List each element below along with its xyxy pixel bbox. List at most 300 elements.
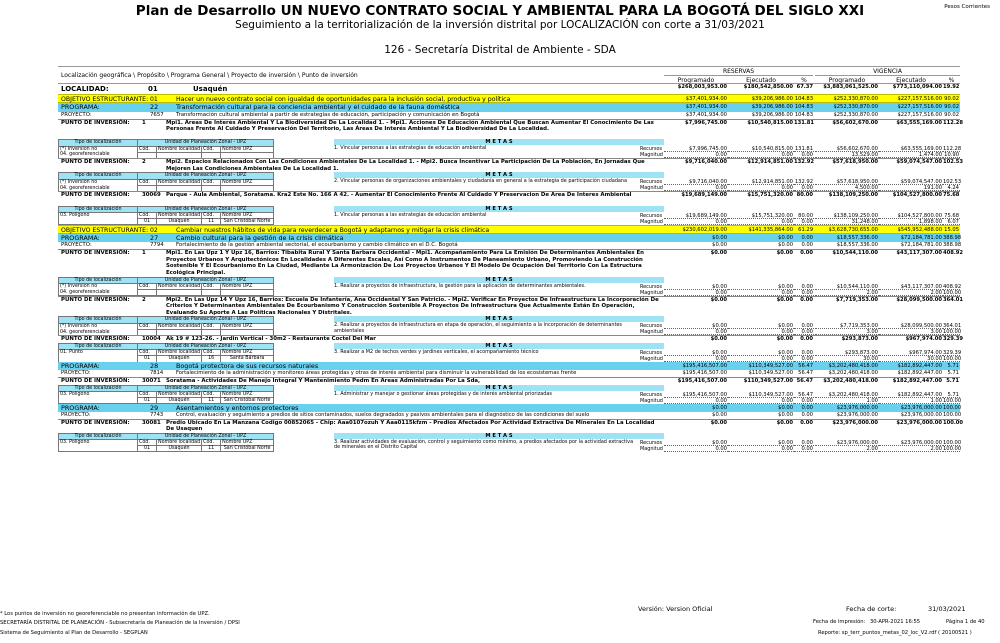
value-cell: 0.00 xyxy=(728,152,794,158)
row-label: PUNTO DE INVERSIÓN: xyxy=(61,377,130,384)
value-cell: $3,202,480,418.00 xyxy=(823,377,878,384)
value-cell: $182,892,447.00 xyxy=(892,377,942,384)
cod-header: Cód. xyxy=(138,179,157,185)
value-cell: 0.00 xyxy=(794,219,814,225)
value-cell: 5.71 xyxy=(943,392,960,398)
footer-corte: 31/03/2021 xyxy=(928,605,966,613)
value-cell: $110,349,527.00 xyxy=(728,392,794,398)
value-cell: $138,109,250.00 xyxy=(815,213,879,219)
value-cell: $59,074,547.00 xyxy=(896,159,942,166)
column-header xyxy=(58,66,960,84)
tipo-header: Tipo de localización xyxy=(59,433,138,439)
row-text: Ak 19 # 123-26. - Jardin Vertical - 30m2 - Restaurante Coctel Del Mar xyxy=(166,336,376,343)
value-cell: $227,157,516.00 xyxy=(897,111,942,118)
value-cell: $63,555,169.00 xyxy=(879,146,943,152)
row-pi30069 xyxy=(58,191,960,205)
nom-upz-header: Nombre UPZ xyxy=(221,179,274,185)
magnitud-label: Magnitud xyxy=(640,355,663,362)
value-cell: 30.00 xyxy=(815,356,879,362)
value-cell: 0.00 xyxy=(794,284,814,290)
value-cell: $3,202,480,418.00 xyxy=(828,370,878,377)
value-cell: $23,976,000.00 xyxy=(836,404,878,411)
value-cell: $10,544,110.00 xyxy=(832,250,878,257)
upz-header: Unidad de Planeación Zonal - UPZ xyxy=(138,343,274,349)
value-cell: $3,202,480,418.00 xyxy=(828,362,878,369)
value-cell: 1,474.00 xyxy=(879,152,943,158)
value-cell: $3,628,730,655.00 xyxy=(828,226,878,233)
value-cell: 329.39 xyxy=(943,336,964,343)
row-label: PUNTO DE INVERSIÓN: xyxy=(61,119,130,126)
row-pi10004 xyxy=(58,335,964,343)
value-cell: 0.00 xyxy=(728,356,794,362)
nom-upz-header: Nombre UPZ xyxy=(221,391,274,397)
value-cell: $104,527,800.00 xyxy=(879,213,943,219)
recursos-label: Recursos xyxy=(640,212,663,219)
upz-nombre: San Cristóbal Norte xyxy=(221,446,274,452)
row-code: 10004 xyxy=(142,336,161,343)
value-cell: 100.00 xyxy=(943,445,962,452)
value-cell: $19,689,149.00 xyxy=(681,192,727,199)
upz-cod: 11 xyxy=(202,397,221,403)
cod-header: Cód. xyxy=(138,350,157,356)
row-code: 30071 xyxy=(142,377,161,384)
cod2-header: Cód. xyxy=(202,391,221,397)
value-cell: 3.00 xyxy=(815,329,879,335)
value-cell: $7,996,745.00 xyxy=(684,119,727,126)
upz-header: Unidad de Planeación Zonal - UPZ xyxy=(138,206,274,212)
row-label: PROYECTO: xyxy=(61,412,91,419)
row-prog27 xyxy=(58,234,960,243)
footer-corte-label: Fecha de corte: xyxy=(846,605,897,613)
footer-pagina: Página 1 de 40 xyxy=(946,619,985,625)
meta-text: 2. Realizar a proyectos de infraestructura en etapa de operación, el seguimiento a la incorporación de determinantes ambientales xyxy=(334,322,622,334)
nom-upz-header: Nombre UPZ xyxy=(221,439,274,445)
value-cell: $0.00 xyxy=(728,350,794,356)
value-cell: 100.00 xyxy=(943,355,962,362)
upz-header: Unidad de Planeación Zonal - UPZ xyxy=(138,385,274,391)
nom-loc-header: Nombre localidad xyxy=(158,391,201,397)
detail-pi30069 xyxy=(58,206,960,225)
value-cell: 0.00 xyxy=(794,329,814,335)
row-code: 7657 xyxy=(150,111,164,118)
cod-header: Cód. xyxy=(138,439,157,445)
upz-header: Unidad de Planeación Zonal - UPZ xyxy=(138,140,274,146)
footer-system: Sistema de Seguimiento al Plan de Desarrollo - SEGPLAN xyxy=(0,630,148,636)
nom-upz-header: Nombre UPZ xyxy=(221,283,274,289)
value-cell: $23,976,000.00 xyxy=(815,440,879,446)
vig-pct-header: % xyxy=(948,77,955,84)
row-text: Asentamientos y entornos protectores xyxy=(176,403,299,412)
value-cell: $43,117,307.00 xyxy=(896,250,942,257)
tipo-header: Tipo de localización xyxy=(59,206,138,212)
row-code: 2 xyxy=(142,296,146,303)
row-text: Bogotá protectora de sus recursos naturales xyxy=(176,361,319,370)
report-table xyxy=(58,66,964,452)
value-cell: 13,529.00 xyxy=(815,152,879,158)
value-cell: 1.00 xyxy=(815,398,879,404)
nom-upz-header: Nombre UPZ xyxy=(221,350,274,356)
meta-text: 1. Administrar y manejar o gestionar áreas protegidas y de interés ambiental priorizadas xyxy=(334,390,552,397)
value-cell: $227,157,516.00 xyxy=(897,96,942,102)
loc-cod: 01 xyxy=(138,219,157,225)
tipo-value-2: 04. georeferenciable xyxy=(59,185,138,191)
value-cell: 364.01 xyxy=(943,323,962,330)
row-code: 7814 xyxy=(150,370,164,377)
value-cell: $23,976,000.00 xyxy=(900,412,942,419)
cod2-header: Cód. xyxy=(202,146,221,152)
value-cell: $195,416,507.00 xyxy=(677,377,727,384)
value-cell: $0.00 xyxy=(778,404,793,411)
nom-loc-header: Nombre localidad xyxy=(158,439,201,445)
value-cell: 75.68 xyxy=(943,192,960,199)
value-cell: $0.00 xyxy=(778,242,793,249)
value-cell: $110,349,527.00 xyxy=(748,370,793,377)
value-cell: 112.28 xyxy=(943,119,964,126)
row-pi2b xyxy=(58,296,964,317)
value-cell: 2.00 xyxy=(879,290,943,296)
value-cell: $9,716,040.00 xyxy=(684,159,727,166)
tipo-header: Tipo de localización xyxy=(59,343,138,349)
value-cell: $0.00 xyxy=(710,419,727,426)
loc-nombre: Usaquén xyxy=(157,356,202,362)
row-text: Transformación cultural ambiental a partir de estrategias de educación, participación y comunicación en Bogotá xyxy=(176,111,480,118)
value-cell: $19,689,149.00 xyxy=(664,213,728,219)
cod2-header: Cód. xyxy=(202,350,221,356)
value-cell: 80.00 xyxy=(794,213,814,219)
value-cell: $0.00 xyxy=(710,336,727,343)
value-cell: $23,976,000.00 xyxy=(900,404,942,411)
value-cell: $37,401,934.00 xyxy=(685,96,727,102)
value-cell: $182,892,447.00 xyxy=(879,392,943,398)
value-cell: 100.00 xyxy=(943,329,962,336)
meta-text: 1. Vincular personas a las estrategias de educación ambiental xyxy=(334,211,487,218)
value-cell: $23,976,000.00 xyxy=(832,419,878,426)
value-cell: $0.00 xyxy=(778,234,793,241)
value-cell: $7,719,353.00 xyxy=(815,323,879,329)
row-text: Soratama - Actividades De Manejo Integral Y Mantenimiento Pedm En Areas Administradas Por La Sda, xyxy=(166,377,481,384)
row-code: 7794 xyxy=(150,242,164,249)
value-cell: $0.00 xyxy=(776,336,793,343)
value-cell: 15.05 xyxy=(944,226,959,233)
value-cell: 104.83 xyxy=(794,104,813,110)
row-obj2 xyxy=(58,225,960,234)
recursos-label: Recursos xyxy=(640,439,663,446)
row-label: PUNTO DE INVERSIÓN: xyxy=(61,250,130,257)
value-cell: $0.00 xyxy=(710,250,727,257)
value-cell: $967,974.00 xyxy=(879,350,943,356)
value-cell: 0.00 xyxy=(664,185,728,191)
value-cell: $72,184,781.00 xyxy=(900,234,942,241)
row-proy7657 xyxy=(58,112,960,119)
value-cell: 0.00 xyxy=(728,290,794,296)
row-text: Parque - Aula Ambiental, Soratama. Kra2 Este No. 166 A 42. - Aumentar El Conocimiento Frente Al Cuidado Y Preservacion De Area De Interes Ambiental xyxy=(166,192,632,199)
tipo-value: 01. Punto xyxy=(59,350,138,356)
row-label: PUNTO DE INVERSIÓN: xyxy=(61,159,130,166)
value-cell: $141,335,864.00 xyxy=(748,226,793,233)
row-label: PUNTO DE INVERSIÓN: xyxy=(61,419,130,426)
value-cell: 131.81 xyxy=(794,119,815,126)
value-cell: 61.29 xyxy=(798,226,813,233)
row-text: Fortalecimiento de la gestión ambiental sectorial, el ecourbanismo y cambio climático en el D.C. Bogotá xyxy=(176,242,458,249)
row-text: Hacer un nuevo contrato social con igualdad de oportunidades para la inclusión social, productiva y política xyxy=(176,96,511,103)
row-text: Fortalecimiento de la administración y monitoreo áreas protegidas y otras de interés ambiental para disminuir la vulnerabilidad de los ecosistemas frente xyxy=(176,370,577,377)
value-cell: $182,892,447.00 xyxy=(897,362,942,369)
nom-loc-header: Nombre localidad xyxy=(158,179,201,185)
value-cell: 100.00 xyxy=(943,289,962,296)
upz-cod: 11 xyxy=(202,446,221,452)
meta-text: 3. Realizar a M2 de techos verdes y jardines verticales, el acompañamiento técnico xyxy=(334,348,539,355)
value-cell: $268,003,953.00 xyxy=(677,84,727,90)
magnitud-label: Magnitud xyxy=(640,397,663,404)
footer-entity: SECRETARÍA DISTRITAL DE PLANEACIÓN - Subsecretaría de Planeación de la Inversión / DPSI xyxy=(0,620,240,626)
detail-pi2 xyxy=(58,172,960,191)
value-cell: $37,401,934.00 xyxy=(685,111,727,118)
value-cell: 0.00 xyxy=(800,336,813,343)
value-cell: $56,602,670.00 xyxy=(815,146,879,152)
report-title: Plan de Desarrollo UN NUEVO CONTRATO SOCIAL Y AMBIENTAL PARA LA BOGOTÁ DEL SIGLO XXI xyxy=(135,3,865,19)
value-cell: 1,898.00 xyxy=(879,219,943,225)
value-cell: 5.71 xyxy=(947,362,959,369)
row-label: PROGRAMA: xyxy=(61,361,100,370)
row-label: PROYECTO: xyxy=(61,242,92,249)
localidad-name: Usaquén xyxy=(193,85,228,93)
row-text: Mpi1. Áreas De Interés Ambiental Y La Biodiversidad De La Localidad 1. - Mpi1. Acciones De Educación Ambiental Que Buscan Aumentar El Conocimiento De Las Personas Frente Al Cuidado Y Preservación Del Territorio, Las Áreas De Interés Ambiental Y La Biodiversidad De La Localidad. xyxy=(166,119,654,133)
cod2-header: Cód. xyxy=(202,283,221,289)
tipo-header: Tipo de localización xyxy=(59,385,138,391)
value-cell: 0.00 xyxy=(794,152,814,158)
value-cell: 0.00 xyxy=(801,404,813,411)
value-cell: $0.00 xyxy=(712,412,727,419)
value-cell: $195,416,507.00 xyxy=(682,362,727,369)
value-cell: 364.01 xyxy=(943,296,964,303)
value-cell: $72,184,781.00 xyxy=(900,242,942,249)
value-cell: 0.00 xyxy=(728,185,794,191)
value-cell: 0.00 xyxy=(728,446,794,452)
nom-loc-header: Nombre localidad xyxy=(158,350,201,356)
value-cell: 102.53 xyxy=(943,179,962,186)
nom-loc-header: Nombre localidad xyxy=(158,283,201,289)
value-cell: $15,751,320.00 xyxy=(728,213,794,219)
row-label: PROYECTO: xyxy=(61,370,91,377)
metas-header: M E T A S xyxy=(334,139,664,145)
value-cell: 67.37 xyxy=(796,84,813,90)
value-cell: 100.00 xyxy=(943,412,962,419)
row-code: 22 xyxy=(150,103,159,111)
value-cell: 0.00 xyxy=(794,356,814,362)
upz-nombre: Santa Bárbara xyxy=(221,356,274,362)
localidad-values xyxy=(58,84,960,94)
value-cell: $195,416,507.00 xyxy=(664,392,728,398)
nom-upz-header: Nombre UPZ xyxy=(221,212,274,218)
value-cell: 2.00 xyxy=(815,290,879,296)
row-text: Control, evaluación y seguimiento a predios de sitios contaminados, suelos degradados y pasivos ambientales para el diagnóstico de las condiciones del suelo xyxy=(176,412,590,419)
value-cell: $0.00 xyxy=(664,350,728,356)
row-code: 27 xyxy=(150,233,159,242)
cod-header: Cód. xyxy=(138,212,157,218)
meta-text: 3. Realizar actividades de evaluación, control y seguimiento como mínimo, a predios afectados por la actividad extractiva de minerales en el Distrito Capital xyxy=(334,438,634,451)
row-text: Mpi2. En Las Upz 14 Y Upz 16, Barrios: Escuela De Infantería, Ana Occidental Y San Patricio. - Mpi2. Verificar En Proyectos De Infraestructura La Incorporación De Criterios Y Determinantes Ambientales De Ecourbanismo Y Construcción Sostenible A Proyectos De Infraestructura Que Actualmente Están En Operación, Evaluando Su Aporte A Las Políticas Nacionales Y Distritales. xyxy=(166,296,659,316)
value-cell: $0.00 xyxy=(664,323,728,329)
value-cell: $773,110,094.00 xyxy=(892,84,942,90)
metas-header: M E T A S xyxy=(334,343,664,349)
value-cell: $18,557,336.00 xyxy=(836,234,878,241)
metas-header: M E T A S xyxy=(334,385,664,391)
nom-loc-header: Nombre localidad xyxy=(158,212,201,218)
row-code: 30069 xyxy=(142,192,161,199)
tipo-value: (*) Inversion no xyxy=(59,146,138,152)
row-text: Mpi1. En Las Upz 1 Y Upz 16, Barrios: Tibabita Rural Y Santa Barbara Occidental - Mpi1. Acompañamiento Para La Emisión De Determinantes Ambientales En Proyectos Urbanos Y Arquitectónicos En Localidades A Diferentes Escalas, Así Como A Instrumentos De Planeamiento Urbano, Promoviendo La Construcción Sostenible Y El Ecourbanismo En La Ciudad, Mediante La Armonización De Los Proyectos Urbanos Y El Modelo De Ocupación Del Territorio Con La Estructura Ecológica Principal. xyxy=(166,250,644,276)
loc-nombre: Usaquén xyxy=(157,219,202,225)
tipo-value-2: 04. georeferenciable xyxy=(59,289,138,295)
value-cell: $59,074,547.00 xyxy=(879,179,943,185)
loc-cod: 01 xyxy=(138,356,157,362)
value-cell: $39,206,986.00 xyxy=(751,104,793,110)
value-cell: 90.02 xyxy=(944,104,959,110)
magnitud-label: Magnitud xyxy=(640,329,663,336)
value-cell: 1.00 xyxy=(879,398,943,404)
value-cell: 388.98 xyxy=(943,242,962,249)
value-cell: 0.00 xyxy=(800,296,813,303)
value-cell: 112.28 xyxy=(943,146,962,153)
nom-loc-header: Nombre localidad xyxy=(158,323,201,329)
value-cell: $0.00 xyxy=(664,284,728,290)
value-cell: $10,540,815.00 xyxy=(728,146,794,152)
row-code: 1 xyxy=(142,119,146,126)
value-cell: 0.00 xyxy=(794,323,814,329)
magnitud-label: Magnitud xyxy=(640,152,663,159)
detail-pi30071 xyxy=(58,385,960,404)
recursos-label: Recursos xyxy=(640,179,663,186)
vigencia-header: VIGENCIA xyxy=(815,68,960,76)
cod-header: Cód. xyxy=(138,283,157,289)
magnitud-label: Magnitud xyxy=(640,185,663,192)
row-text: Cambiar nuestros hábitos de vida para reverdecer a Bogotá y adaptarnos y mitigar la crisis climática xyxy=(176,226,490,234)
upz-header: Unidad de Planeación Zonal - UPZ xyxy=(138,317,274,323)
row-pi2 xyxy=(58,158,964,172)
footer-impresion: 30-APR-2021 16:55 xyxy=(870,619,921,625)
value-cell: $12,914,851.00 xyxy=(747,159,793,166)
cod2-header: Cód. xyxy=(202,323,221,329)
value-cell: 0.00 xyxy=(728,329,794,335)
value-cell: $252,330,870.00 xyxy=(833,96,878,102)
row-text: Predio Ubicado En La Manzana Codigo 00852065 - Chip: Aaa0107ozuh Y Aaa0115kfzm - Predios Afectados Por Actividad Extractiva De Minerales En La Localidad De Usaquen xyxy=(166,419,655,433)
row-text: Cambio cultural para la gestión de la crisis climática xyxy=(176,233,344,242)
meta-text: 2. Vincular personas de organizaciones ambientales y ciudadanía en general a la estrategia de participación ciudadana xyxy=(334,178,628,185)
value-cell: $180,542,850.00 xyxy=(743,84,793,90)
value-cell: 56.47 xyxy=(798,370,813,377)
recursos-label: Recursos xyxy=(640,283,663,290)
tipo-value: (*) Inversion no xyxy=(59,283,138,289)
cod2-header: Cód. xyxy=(202,179,221,185)
value-cell: 56.47 xyxy=(798,362,813,369)
value-cell: 0.00 xyxy=(664,329,728,335)
detail-pi1b xyxy=(58,277,960,296)
value-cell: $0.00 xyxy=(710,296,727,303)
footer-note: * Los puntos de inversión no georeferenciable no presentan información de UPZ. xyxy=(0,611,210,617)
value-cell: $57,618,950.00 xyxy=(832,159,878,166)
value-cell: 0.00 xyxy=(794,440,814,446)
row-label: PROGRAMA: xyxy=(61,233,100,242)
upz-cod: 11 xyxy=(202,219,221,225)
value-cell: $56,602,670.00 xyxy=(832,119,878,126)
value-cell: 0.00 xyxy=(664,398,728,404)
row-label: PROYECTO: xyxy=(61,111,92,118)
value-cell: $0.00 xyxy=(728,323,794,329)
value-cell: $57,618,950.00 xyxy=(815,179,879,185)
value-cell: $7,996,745.00 xyxy=(664,146,728,152)
row-label: OBJETIVO ESTRUCTURANTE: xyxy=(61,226,149,234)
row-proy7794 xyxy=(58,242,960,249)
footer-reporte: Reporte: sp_terr_puntos_metas_02_loc_V2.rdf ( 20100521 ) xyxy=(818,630,972,636)
value-cell: 0.00 xyxy=(664,152,728,158)
value-cell: $10,544,110.00 xyxy=(815,284,879,290)
cod2-header: Cód. xyxy=(202,439,221,445)
value-cell: $28,099,500.00 xyxy=(879,323,943,329)
value-cell: $252,330,870.00 xyxy=(833,111,878,118)
value-cell: 104.83 xyxy=(794,111,813,118)
row-code: 7743 xyxy=(150,412,164,419)
nom-loc-header: Nombre localidad xyxy=(158,146,201,152)
row-pi1b xyxy=(58,249,964,276)
recursos-label: Recursos xyxy=(640,391,663,398)
vig-ejecutado-header: Ejecutado xyxy=(896,77,926,84)
value-cell: 31,248.00 xyxy=(815,219,879,225)
recursos-label: Recursos xyxy=(640,323,663,330)
tipo-header: Tipo de localización xyxy=(59,317,138,323)
tipo-value-2: 04. georeferenciable xyxy=(59,152,138,158)
upz-cod: 16 xyxy=(202,356,221,362)
detail-pi1 xyxy=(58,139,960,158)
value-cell: $104,527,800.00 xyxy=(892,192,942,199)
value-cell: 90.02 xyxy=(944,96,959,102)
detail-pi2b xyxy=(58,316,960,335)
row-code: 2 xyxy=(142,159,146,166)
localidad-code: 01 xyxy=(148,85,158,93)
value-cell: $63,555,169.00 xyxy=(896,119,942,126)
value-cell: 0.00 xyxy=(664,446,728,452)
footer-impresion-label: Fecha de impresión: xyxy=(813,619,866,625)
nom-upz-header: Nombre UPZ xyxy=(221,146,274,152)
localidad-row xyxy=(58,84,960,94)
value-cell: $0.00 xyxy=(728,440,794,446)
value-cell: 0.00 xyxy=(664,219,728,225)
value-cell: $3,883,061,525.00 xyxy=(823,84,878,90)
value-cell: $0.00 xyxy=(712,242,727,249)
value-cell: $293,873.00 xyxy=(815,350,879,356)
value-cell: 132.92 xyxy=(794,179,813,186)
value-cell: 131.81 xyxy=(794,146,813,153)
value-cell: $15,751,320.00 xyxy=(747,192,793,199)
value-cell: 0.00 xyxy=(801,412,813,419)
value-cell: 5.71 xyxy=(947,370,959,377)
tipo-value: 03. Poligono xyxy=(59,212,138,218)
value-cell: 0.00 xyxy=(728,398,794,404)
nom-upz-header: Nombre UPZ xyxy=(221,323,274,329)
row-label: PROGRAMA: xyxy=(61,403,100,412)
vig-programado-header: Programado xyxy=(828,77,866,84)
value-cell: $138,109,250.00 xyxy=(828,192,878,199)
row-label: PUNTO DE INVERSIÓN: xyxy=(61,192,130,199)
value-cell: 75.68 xyxy=(944,212,959,219)
path-label: Localización geográfica \ Propósito \ Programa General \ Proyecto de inversión \ Punto de inversión xyxy=(61,72,358,79)
row-label: PROGRAMA: xyxy=(61,103,100,111)
tipo-header: Tipo de localización xyxy=(59,277,138,283)
value-cell: $7,719,353.00 xyxy=(835,296,878,303)
value-cell: 30.00 xyxy=(879,356,943,362)
value-cell: $43,117,307.00 xyxy=(879,284,943,290)
loc-nombre: Usaquén xyxy=(157,446,202,452)
value-cell: 19.92 xyxy=(943,84,960,90)
